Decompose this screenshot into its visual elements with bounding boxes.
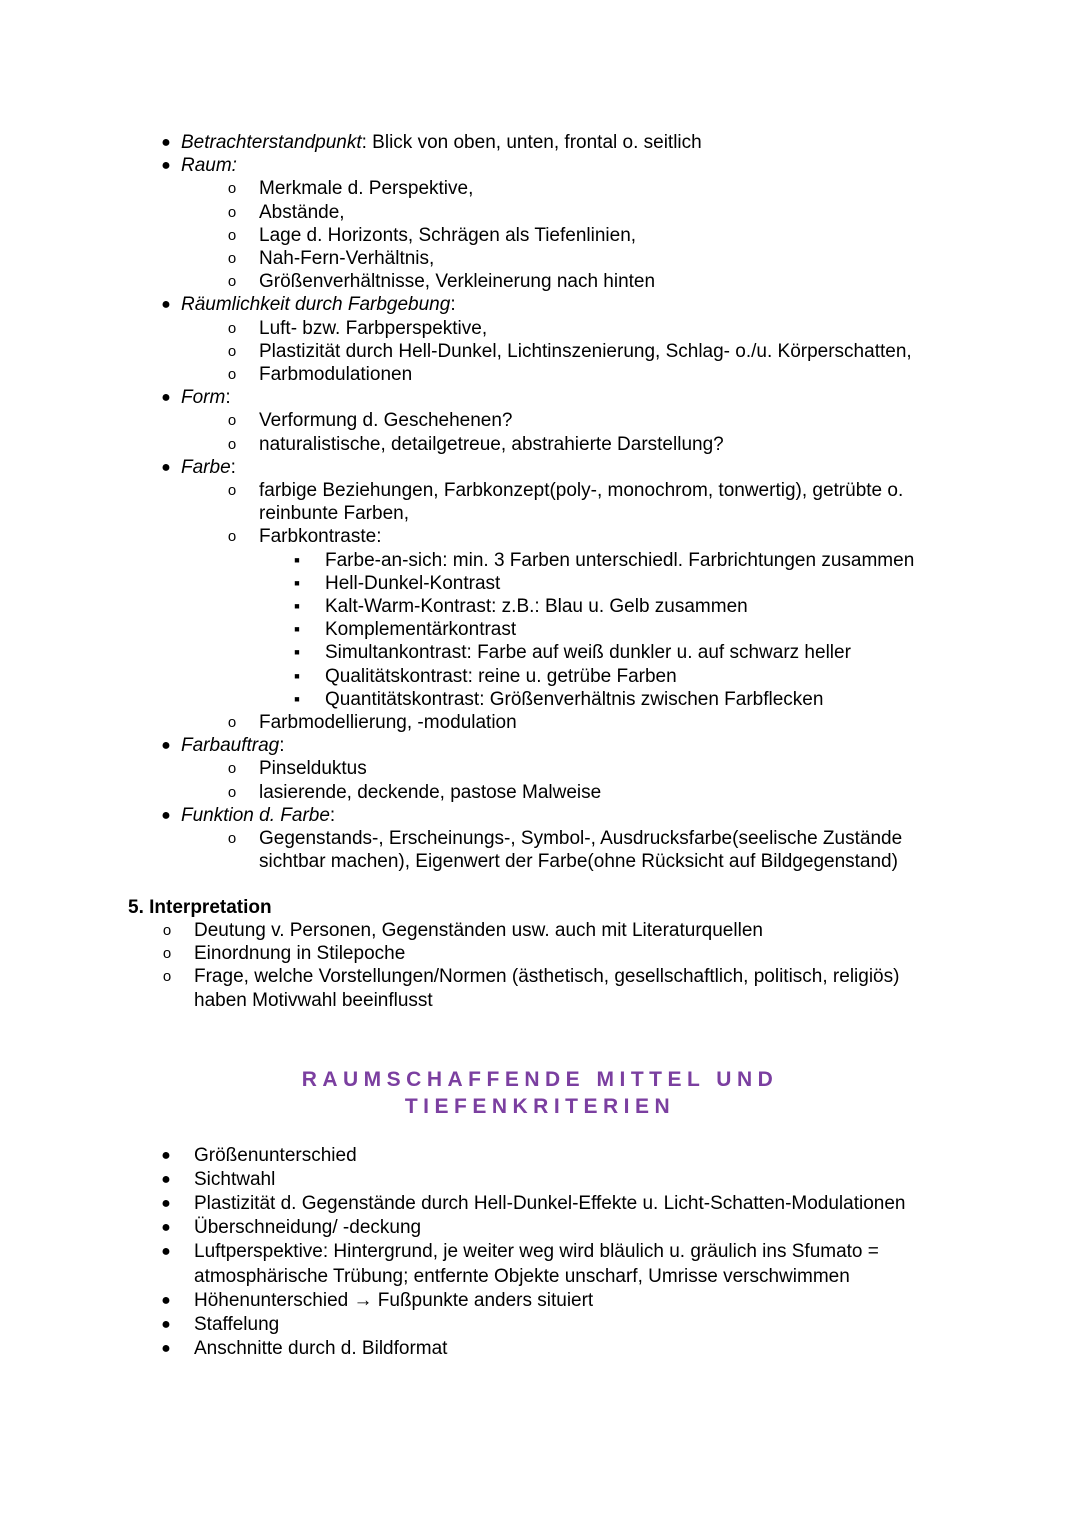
item-desc: Luft- bzw. Farbperspektive, bbox=[259, 317, 488, 339]
circle-marker: o bbox=[227, 342, 237, 360]
item-text bbox=[194, 1144, 357, 1167]
heading-line-1: RAUMSCHAFFENDE MITTEL UND bbox=[301, 1068, 779, 1091]
item-text bbox=[259, 201, 345, 224]
circle-marker: o bbox=[227, 366, 237, 383]
item-desc: Luftperspektive: Hintergrund, je weiter weg wird bläulich u. gräulich ins Sfumato = bbox=[194, 1241, 879, 1263]
item-desc: atmosphärische Trübung; entfernte Objekte unscharf, Umrisse verschwimmen bbox=[194, 1265, 850, 1287]
item-sep: : bbox=[450, 294, 456, 316]
item-text bbox=[194, 965, 899, 988]
bullet-marker: ● bbox=[161, 458, 171, 476]
item-desc: naturalistische, detailgetreue, abstrahierte Darstellung? bbox=[259, 433, 724, 455]
item-text bbox=[325, 595, 748, 618]
circle-marker: o bbox=[227, 435, 237, 453]
circle-marker: o bbox=[227, 250, 237, 267]
item-text bbox=[325, 549, 914, 572]
bullet-marker: ● bbox=[161, 1171, 171, 1189]
circle-marker: o bbox=[227, 760, 237, 778]
circle-marker: o bbox=[227, 319, 237, 337]
item-text bbox=[259, 177, 473, 200]
item-text bbox=[194, 1289, 593, 1312]
item-term: Farbauftrag bbox=[181, 735, 280, 757]
square-marker: ■ bbox=[294, 554, 300, 565]
item-text bbox=[181, 386, 231, 409]
item-text bbox=[194, 1240, 879, 1263]
square-marker: ■ bbox=[294, 577, 300, 588]
item-desc: Staffelung bbox=[194, 1313, 280, 1335]
item-desc: Abstände, bbox=[259, 201, 345, 223]
item-desc: Einordnung in Stilepoche bbox=[194, 943, 406, 965]
item-text bbox=[194, 919, 763, 942]
item-text bbox=[259, 711, 517, 734]
bullet-marker: ● bbox=[161, 157, 171, 175]
bullet-marker: ● bbox=[161, 1315, 171, 1333]
item-desc: Merkmale d. Perspektive, bbox=[259, 178, 474, 200]
item-desc: Gegenstands-, Erscheinungs-, Symbol-, Ausdrucksfarbe(seelische Zustände bbox=[259, 828, 903, 849]
item-continuation bbox=[259, 850, 898, 873]
bullet-marker: ● bbox=[161, 1243, 171, 1261]
circle-marker: o bbox=[227, 412, 237, 430]
square-marker: ■ bbox=[294, 693, 300, 704]
circle-marker: o bbox=[227, 714, 237, 731]
item-term: Funktion d. Farbe bbox=[181, 804, 330, 826]
item-desc: Simultankontrast: Farbe auf weiß dunkler u. auf schwarz heller bbox=[325, 642, 851, 664]
item-text bbox=[194, 1337, 447, 1360]
circle-marker: o bbox=[227, 482, 237, 499]
item-text bbox=[259, 247, 434, 270]
item-desc: Kalt-Warm-Kontrast: z.B.: Blau u. Gelb zusammen bbox=[325, 596, 748, 617]
item-desc: Deutung v. Personen, Gegenständen usw. auch mit Literaturquellen bbox=[194, 920, 763, 941]
item-desc: Pinselduktus bbox=[259, 758, 367, 780]
item-desc: Höhenunterschied → Fußpunkte anders situiert bbox=[194, 1289, 594, 1311]
square-marker: ■ bbox=[294, 670, 300, 681]
item-desc: Quantitätskontrast: Größenverhältnis zwischen Farbflecken bbox=[325, 688, 824, 710]
item-term: Form bbox=[181, 387, 226, 409]
item-desc: Frage, welche Vorstellungen/Normen (ästhetisch, gesellschaftlich, politisch, religiös) bbox=[194, 966, 900, 988]
circle-marker: o bbox=[227, 180, 237, 198]
item-term: Räumlichkeit durch Farbgebung bbox=[181, 294, 451, 316]
item-desc: Größenverhältnisse, Verkleinerung nach hinten bbox=[259, 271, 656, 293]
square-marker: ■ bbox=[294, 624, 300, 635]
item-desc: Hell-Dunkel-Kontrast bbox=[325, 572, 501, 594]
item-desc: Plastizität durch Hell-Dunkel, Lichtinszenierung, Schlag- o./u. Körperschatten, bbox=[259, 340, 912, 362]
bullet-marker: ● bbox=[161, 806, 171, 824]
circle-marker: o bbox=[162, 922, 172, 939]
item-desc: Anschnitte durch d. Bildformat bbox=[194, 1337, 448, 1359]
interpretation-heading bbox=[128, 896, 272, 919]
bullet-marker: ● bbox=[161, 296, 171, 314]
item-desc: Komplementärkontrast bbox=[325, 619, 517, 641]
item-desc: Farbmodellierung, -modulation bbox=[259, 712, 517, 733]
bullet-marker: ● bbox=[161, 1339, 171, 1357]
item-desc: Blick von oben, unten, frontal o. seitlich bbox=[366, 132, 702, 153]
item-desc: Überschneidung/ -deckung bbox=[194, 1217, 422, 1239]
item-text bbox=[259, 340, 912, 363]
item-text bbox=[181, 293, 456, 316]
item-desc: Sichtwahl bbox=[194, 1169, 276, 1191]
item-desc: lasierende, deckende, pastose Malweise bbox=[259, 781, 602, 803]
item-text bbox=[259, 409, 513, 432]
circle-marker: o bbox=[227, 203, 237, 221]
item-term: Farbe bbox=[181, 456, 231, 478]
item-sep: : bbox=[329, 804, 336, 826]
item-sep: : bbox=[361, 132, 367, 153]
item-text bbox=[325, 641, 851, 664]
item-desc: Plastizität d. Gegenstände durch Hell-Dunkel-Effekte u. Licht-Schatten-Modulationen bbox=[194, 1193, 906, 1215]
item-text bbox=[194, 1192, 906, 1215]
item-text bbox=[259, 433, 724, 456]
circle-marker: o bbox=[162, 945, 172, 963]
item-text bbox=[181, 804, 335, 827]
item-desc: Qualitätskontrast: reine u. getrübe Farben bbox=[325, 665, 677, 687]
item-text bbox=[181, 154, 237, 177]
item-sep: : bbox=[279, 735, 285, 757]
item-text bbox=[181, 131, 702, 154]
item-text bbox=[325, 618, 516, 641]
section-number: 5. bbox=[128, 897, 144, 918]
item-text bbox=[194, 1216, 421, 1239]
item-text bbox=[259, 224, 636, 247]
bullet-marker: ● bbox=[161, 1195, 171, 1213]
item-desc: Größenunterschied bbox=[194, 1145, 357, 1166]
square-marker: ■ bbox=[294, 601, 300, 611]
item-desc: haben Motivwahl beeinflusst bbox=[194, 989, 433, 1011]
item-desc: sichtbar machen), Eigenwert der Farbe(ohne Rücksicht auf Bildgegenstand) bbox=[259, 851, 898, 873]
section-title: Interpretation bbox=[149, 897, 272, 918]
circle-marker: o bbox=[227, 830, 237, 847]
item-text bbox=[194, 942, 405, 965]
circle-marker: o bbox=[227, 783, 237, 801]
item-desc: Farbmodulationen bbox=[259, 364, 413, 385]
item-desc: reinbunte Farben, bbox=[259, 503, 409, 525]
item-text bbox=[259, 363, 412, 386]
bullet-marker: ● bbox=[161, 1147, 171, 1164]
item-text bbox=[259, 525, 382, 548]
item-desc: Lage d. Horizonts, Schrägen als Tiefenlinien, bbox=[259, 224, 637, 246]
item-term: Raum: bbox=[181, 155, 237, 177]
item-continuation bbox=[194, 1265, 850, 1288]
item-desc: Verformung d. Geschehenen? bbox=[259, 410, 513, 432]
item-term: Betrachterstandpunkt bbox=[181, 132, 362, 153]
item-sep: : bbox=[225, 387, 231, 409]
item-text bbox=[259, 270, 655, 293]
bullet-marker: ● bbox=[161, 1219, 171, 1237]
item-continuation bbox=[259, 502, 409, 525]
item-desc: Farbe-an-sich: min. 3 Farben unterschiedl. Farbrichtungen zusammen bbox=[325, 549, 915, 571]
item-desc: farbige Beziehungen, Farbkonzept(poly-, monochrom, tonwertig), getrübte o. bbox=[259, 480, 904, 501]
circle-marker: o bbox=[227, 226, 237, 244]
item-text bbox=[181, 456, 236, 479]
item-desc: Farbkontraste: bbox=[259, 526, 382, 548]
item-text bbox=[325, 572, 500, 595]
item-text bbox=[194, 1168, 275, 1191]
square-marker: ■ bbox=[294, 647, 300, 658]
bullet-marker: ● bbox=[161, 389, 171, 407]
item-text bbox=[259, 827, 902, 850]
item-sep: : bbox=[230, 456, 236, 478]
item-text bbox=[194, 1313, 279, 1336]
item-desc: Nah-Fern-Verhältnis, bbox=[259, 248, 435, 269]
item-text bbox=[181, 734, 285, 757]
bullet-marker: ● bbox=[161, 1291, 171, 1309]
circle-marker: o bbox=[227, 273, 237, 291]
circle-marker: o bbox=[162, 968, 172, 986]
item-text bbox=[259, 317, 487, 340]
circle-marker: o bbox=[227, 528, 237, 546]
item-text bbox=[325, 665, 677, 688]
heading-line-2: TIEFENKRITERIEN bbox=[404, 1095, 676, 1118]
item-text bbox=[259, 757, 367, 780]
item-text bbox=[259, 781, 601, 804]
item-text bbox=[325, 688, 823, 711]
item-text bbox=[259, 479, 903, 502]
item-continuation bbox=[194, 989, 433, 1012]
bullet-marker: ● bbox=[161, 737, 171, 755]
bullet-marker: ● bbox=[161, 134, 171, 151]
